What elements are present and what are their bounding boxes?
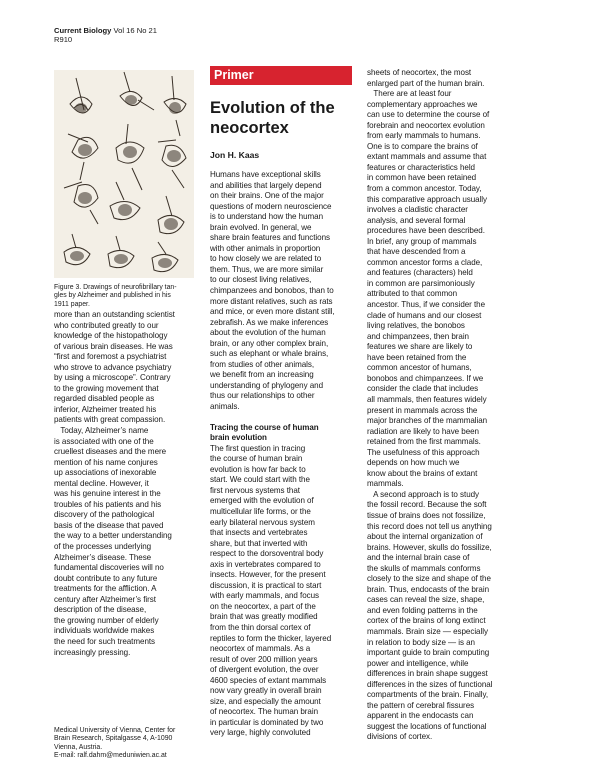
text-line: that insects and vertebrates bbox=[210, 528, 308, 538]
text-line: about the evolution of the human bbox=[210, 328, 326, 338]
text-line: major branches of the mammalian bbox=[367, 416, 488, 426]
text-line: in common have been retained bbox=[367, 173, 477, 183]
text-line: present in mammals across the bbox=[367, 405, 478, 415]
text-line: thus our relationships to other bbox=[210, 391, 315, 401]
text-line: and mice, or even more distant still, bbox=[210, 307, 335, 317]
text-line: of various brain diseases. He was bbox=[54, 341, 173, 351]
text-line: increasingly pressing. bbox=[54, 647, 131, 657]
text-line: to how closely we are related to bbox=[210, 254, 322, 264]
affiliation-line: Vienna, Austria. bbox=[54, 743, 103, 751]
text-line: involves a cladistic character bbox=[367, 205, 468, 215]
text-line: emerged with the evolution of bbox=[210, 496, 314, 506]
text-line: insects. However, for the present bbox=[210, 570, 326, 580]
text-line: this record does not tell us anything bbox=[367, 521, 492, 531]
text-line: living relatives, the bonobos bbox=[367, 321, 465, 331]
text-line: in particular is dominated by two bbox=[210, 717, 324, 727]
text-line: axis in vertebrates compared to bbox=[210, 559, 321, 569]
text-line: this comparative approach usually bbox=[367, 194, 488, 204]
text-line: and abilities that largely depend bbox=[210, 180, 322, 190]
figure-caption bbox=[54, 284, 177, 309]
text-line: bonobos and chimpanzees. If we bbox=[367, 373, 484, 383]
text-line: features or characteristics held bbox=[367, 162, 475, 172]
text-line: of divergent evolution, the over bbox=[210, 665, 319, 675]
tangle-drawings-figure bbox=[54, 70, 194, 278]
text-line: tissue of brains does not fossilize, bbox=[367, 510, 486, 520]
text-line: and the internal brain case of bbox=[367, 553, 470, 563]
section-heading: Tracing the course of human bbox=[210, 422, 319, 432]
text-line: the growing number of elderly bbox=[54, 615, 159, 625]
author-affiliation bbox=[54, 727, 175, 761]
text-line: from the thin dorsal cortex of bbox=[210, 622, 311, 632]
text-line: such as elephant or whale brains, bbox=[210, 349, 329, 359]
text-line: of the processes underlying bbox=[54, 542, 152, 552]
email-line bbox=[54, 752, 175, 760]
text-line: reptiles to form the thicker, layered bbox=[210, 633, 332, 643]
text-line: understanding of phylogeny and bbox=[210, 380, 324, 390]
text-line: 4600 species of extant mammals bbox=[210, 675, 327, 685]
text-line: can use to determine the course of bbox=[367, 110, 490, 120]
column-2-text bbox=[210, 170, 352, 739]
text-line: very large, highly convoluted bbox=[210, 728, 311, 738]
email-link[interactable]: ralf.dahm@meduniwien.ac.at bbox=[77, 752, 167, 760]
text-line: fundamental discoveries will no bbox=[54, 563, 164, 573]
affiliation-line: Brain Research, Spitalgasse 4, A-1090 bbox=[54, 735, 173, 743]
text-line: discovery of the pathological bbox=[54, 510, 155, 520]
text-line: brain, or any other complex brain, bbox=[210, 338, 329, 348]
text-line: with early mammals, and focus bbox=[210, 591, 320, 601]
title-line: neocortex bbox=[210, 119, 289, 137]
text-line: chimpanzees and bonobos, than to bbox=[210, 286, 334, 296]
text-line: animals. bbox=[210, 402, 240, 412]
text-line: by using a microscope”. Contrary bbox=[54, 373, 171, 383]
text-line: more distant relatives, such as rats bbox=[210, 296, 333, 306]
author-name: Jon H. Kaas bbox=[210, 150, 260, 160]
text-line: was his genuine interest in the bbox=[54, 489, 161, 499]
text-line: regarded disabled people as bbox=[54, 394, 155, 404]
text-line: that have descended from a bbox=[367, 247, 466, 257]
text-line: to our closest living relatives, bbox=[210, 275, 312, 285]
text-line: the course of human brain bbox=[210, 454, 303, 464]
text-line: who strove to advance psychiatry bbox=[54, 362, 172, 372]
text-line: in common are parsimoniously bbox=[367, 278, 475, 288]
text-line: doubt contribute to any future bbox=[54, 573, 158, 583]
text-line: early bilateral nervous system bbox=[210, 517, 315, 527]
paragraph-gap bbox=[210, 413, 352, 423]
text-line: the skulls of mammals conforms bbox=[367, 563, 481, 573]
text-line: and even folding patterns in the bbox=[367, 605, 478, 615]
text-line: forebrain and neocortex evolution bbox=[367, 120, 485, 130]
text-line: “first and foremost a psychiatrist bbox=[54, 352, 167, 362]
text-line: power and intelligence, while bbox=[367, 658, 469, 668]
journal-volume: Vol 16 No 21 bbox=[113, 26, 158, 35]
text-line: share, but that inverted with bbox=[210, 538, 308, 548]
text-line: clade of humans and our closest bbox=[367, 310, 482, 320]
text-line: neocortex of mammals. As a bbox=[210, 644, 311, 654]
text-line: consider the clade that includes bbox=[367, 384, 479, 394]
text-line: and features (characters) held bbox=[367, 268, 473, 278]
email-label: E-mail: bbox=[54, 752, 78, 760]
column-1-text bbox=[54, 310, 200, 658]
affiliation-line: Medical University of Vienna, Center for bbox=[54, 727, 176, 734]
text-line: brain. Thus, endocasts of the brain bbox=[367, 584, 490, 594]
text-line: enlarged part of the human brain. bbox=[367, 78, 485, 88]
page-number: R910 bbox=[54, 35, 73, 44]
text-line: radiation are likely to have been bbox=[367, 426, 479, 436]
text-line: Today, Alzheimer’s name bbox=[54, 426, 149, 436]
section-label-primer: Primer bbox=[210, 66, 352, 85]
text-line: the way to a better understanding bbox=[54, 531, 172, 541]
text-line: from early mammals to humans. bbox=[367, 131, 481, 141]
text-line: brain that was greatly modified bbox=[210, 612, 318, 622]
text-line: Alzheimer’s disease. These bbox=[54, 552, 152, 562]
text-line: The usefulness of this approach bbox=[367, 447, 480, 457]
text-line: result of over 200 million years bbox=[210, 654, 318, 664]
text-line: discussion, it is practical to start bbox=[210, 580, 322, 590]
text-line: is to understand how the human bbox=[210, 212, 324, 222]
text-line: complementary approaches we bbox=[367, 99, 478, 109]
running-header bbox=[54, 26, 157, 44]
text-line: the pattern of cerebral fissures bbox=[367, 700, 475, 710]
text-line: up associations of inexorable bbox=[54, 468, 157, 478]
text-line: with other animals in proportion bbox=[210, 243, 321, 253]
text-line: to the growing movement that bbox=[54, 383, 159, 393]
text-line: common ancestor forms a clade, bbox=[367, 257, 483, 267]
title-line: Evolution of the bbox=[210, 99, 335, 117]
text-line: century after Alzheimer’s first bbox=[54, 594, 156, 604]
section-heading: brain evolution bbox=[210, 433, 267, 443]
text-line: important guide to brain computing bbox=[367, 648, 490, 658]
caption-line: 1911 paper. bbox=[54, 300, 90, 308]
text-line: who contributed greatly to our bbox=[54, 320, 159, 330]
text-line: now vary greatly in overall brain bbox=[210, 686, 322, 696]
text-line: on their brains. One of the major bbox=[210, 191, 324, 201]
text-line: compartments of the brain. Finally, bbox=[367, 690, 489, 700]
text-line: mammals. Brain size — especially bbox=[367, 626, 488, 636]
text-line: A second approach is to study bbox=[367, 489, 480, 499]
text-line: The first question in tracing bbox=[210, 443, 306, 453]
text-line: divisions of cortex. bbox=[367, 732, 433, 742]
text-line: start. We could start with the bbox=[210, 475, 310, 485]
text-line: apparent in the endocasts can bbox=[367, 711, 474, 721]
text-line: Humans have exceptional skills bbox=[210, 170, 321, 179]
text-line: questions of modern neuroscience bbox=[210, 201, 332, 211]
text-line: differences in brain shape suggest bbox=[367, 669, 488, 679]
text-line: is associated with one of the bbox=[54, 436, 154, 446]
text-line: of neocortex. The human brain bbox=[210, 707, 318, 717]
text-line: respect to the dorsoventral body bbox=[210, 549, 324, 559]
caption-line: Figure 3. Drawings of neurofibrillary tan- bbox=[54, 284, 177, 291]
text-line: multicellular life forms, or the bbox=[210, 506, 311, 516]
column-3-text bbox=[367, 68, 517, 743]
text-line: extant mammals and assume that bbox=[367, 152, 487, 162]
article-title bbox=[210, 98, 335, 138]
text-line: have been retained from the bbox=[367, 352, 467, 362]
text-line: depends on how much we bbox=[367, 458, 460, 468]
text-line: troubles of his patients and his bbox=[54, 499, 162, 509]
caption-line: gles by Alzheimer and published in his bbox=[54, 292, 171, 300]
text-line: mention of his name conjures bbox=[54, 457, 158, 467]
text-line: treatments for the affliction. A bbox=[54, 584, 157, 594]
text-line: in relation to body size — is an bbox=[367, 637, 475, 647]
text-line: suggest the locations of functional bbox=[367, 721, 487, 731]
text-line: the fossil record. Because the soft bbox=[367, 500, 487, 510]
text-line: closely to the size and shape of the bbox=[367, 574, 491, 584]
text-line: them. Thus, we are more similar bbox=[210, 264, 324, 274]
text-line: cruellest diseases and the mere bbox=[54, 447, 167, 457]
text-line: description of the disease, bbox=[54, 605, 147, 615]
text-line: common ancestor of humans, bbox=[367, 363, 472, 373]
text-line: share brain features and functions bbox=[210, 233, 330, 243]
text-line: all mammals, then features widely bbox=[367, 394, 487, 404]
text-line: analysis, and several formal bbox=[367, 215, 466, 225]
text-line: basis of the disease that paved bbox=[54, 520, 164, 530]
text-line: about the internal organization of bbox=[367, 532, 483, 542]
text-line: know about the brains of extant bbox=[367, 468, 478, 478]
text-line: brain evolved. In general, we bbox=[210, 222, 312, 232]
text-line: inferior, Alzheimer treated his bbox=[54, 404, 157, 414]
text-line: we benefit from an increasing bbox=[210, 370, 314, 380]
text-line: on the neocortex, a part of the bbox=[210, 601, 316, 611]
text-line: mammals. bbox=[367, 479, 404, 489]
text-line: brains. However, skulls do fossilize, bbox=[367, 542, 492, 552]
text-line: the need for such treatments bbox=[54, 636, 156, 646]
text-line: differences in the sizes of functional bbox=[367, 679, 493, 689]
neuron-drawing-icon bbox=[54, 70, 194, 278]
text-line: zebrafish. As we make inferences bbox=[210, 317, 329, 327]
text-line: from a common ancestor. Today, bbox=[367, 184, 482, 194]
text-line: retained from the first mammals. bbox=[367, 437, 481, 447]
text-line: individuals worldwide makes bbox=[54, 626, 155, 636]
text-line: cortex of the brains of long extinct bbox=[367, 616, 486, 626]
text-line: procedures have been described. bbox=[367, 226, 485, 236]
text-line: from studies of other animals, bbox=[210, 359, 315, 369]
text-line: evolution is how far back to bbox=[210, 464, 306, 474]
text-line: patients with great compassion. bbox=[54, 415, 166, 425]
text-line: and chimpanzees, then brain bbox=[367, 331, 469, 341]
text-line: more than an outstanding scientist bbox=[54, 310, 175, 319]
text-line: size, and especially the amount bbox=[210, 696, 321, 706]
text-line: attributed to that common bbox=[367, 289, 457, 299]
text-line: knowledge of the histopathology bbox=[54, 331, 168, 341]
text-line: There are at least four bbox=[367, 89, 452, 99]
text-line: cases can reveal the size, shape, bbox=[367, 595, 485, 605]
text-line: In brief, any group of mammals bbox=[367, 236, 477, 246]
text-line: One is to compare the brains of bbox=[367, 141, 478, 151]
text-line: mental decline. However, it bbox=[54, 478, 149, 488]
text-line: ancestor. Thus, if we consider the bbox=[367, 300, 486, 310]
journal-name: Current Biology bbox=[54, 26, 112, 35]
text-line: first nervous systems that bbox=[210, 485, 300, 495]
text-line: features we share are likely to bbox=[367, 342, 473, 352]
text-line: sheets of neocortex, the most bbox=[367, 68, 472, 77]
